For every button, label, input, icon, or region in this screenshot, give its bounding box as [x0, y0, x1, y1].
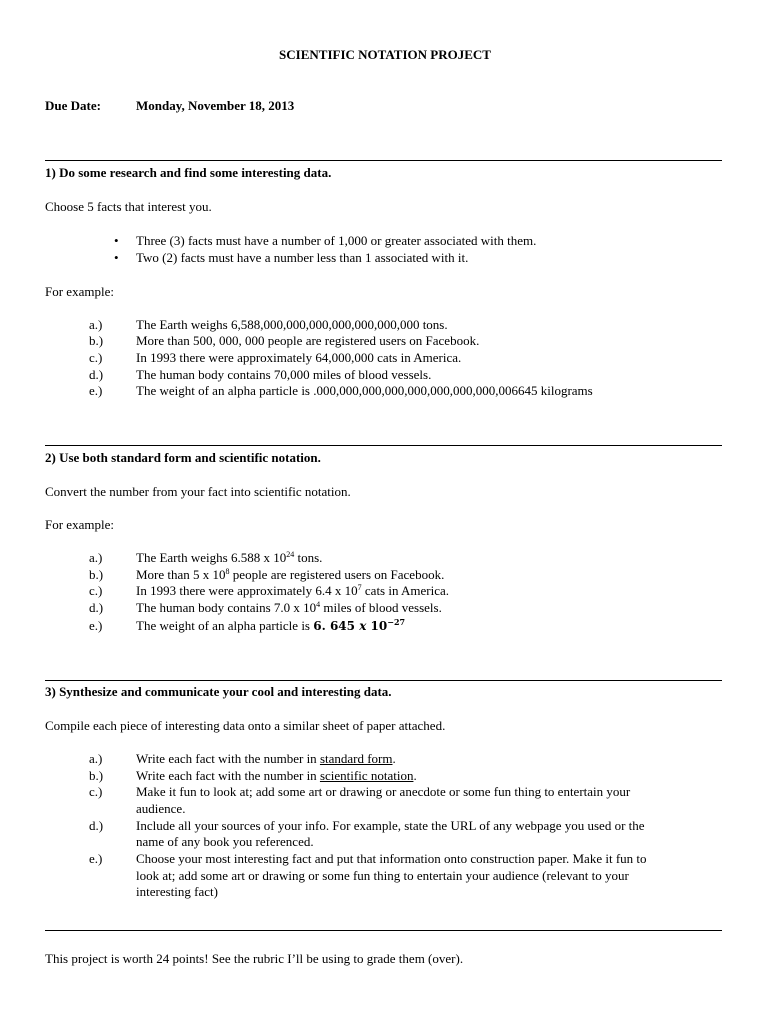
math-mantissa: 6. 645 — [313, 619, 356, 633]
item-text: The weight of an alpha particle is — [136, 618, 314, 633]
section-divider — [45, 680, 722, 681]
list-item — [136, 751, 396, 767]
item-text: In 1993 there were approximately 6.4 x 10 — [136, 583, 358, 598]
bullet-item: Two (2) facts must have a number less than 1 associated with it. — [136, 250, 469, 265]
item-text: . — [392, 751, 396, 766]
section1-intro: Choose 5 facts that interest you. — [45, 199, 212, 214]
list-letter: a.) — [89, 751, 103, 766]
exponent: 4 — [316, 600, 321, 609]
section1-heading: 1) Do some research and find some interesting data. — [45, 165, 332, 180]
list-letter: b.) — [89, 567, 104, 582]
list-letter: e.) — [89, 851, 103, 866]
list-letter: c.) — [89, 350, 103, 365]
section-divider — [45, 160, 722, 161]
list-letter: b.) — [89, 333, 104, 348]
list-item — [136, 550, 322, 566]
list-letter: e.) — [89, 383, 103, 398]
list-item: The Earth weighs 6,588,000,000,000,000,000,000,000 tons. — [136, 317, 448, 332]
list-item: In 1993 there were approximately 64,000,000 cats in America. — [136, 350, 462, 365]
list-letter: c.) — [89, 583, 103, 598]
list-letter: b.) — [89, 768, 104, 783]
exponent: 7 — [357, 583, 362, 592]
list-letter: a.) — [89, 317, 103, 332]
section2-example-label: For example: — [45, 517, 114, 532]
scientific-notation-term: scientific notation — [319, 768, 414, 783]
item-text: The Earth weighs 6.588 x 10 — [136, 550, 287, 565]
section2-heading: 2) Use both standard form and scientific notation. — [45, 450, 321, 465]
list-item — [136, 600, 442, 616]
section2-intro: Convert the number from your fact into scientific notation. — [45, 484, 351, 499]
item-text: Write each fact with the number in — [136, 751, 320, 766]
section1-example-label: For example: — [45, 284, 114, 299]
standard-form-term: standard form — [319, 751, 393, 766]
bullet-item: Three (3) facts must have a number of 1,000 or greater associated with them. — [136, 233, 537, 248]
list-letter: e.) — [89, 618, 103, 633]
due-date-label: Due Date: — [45, 98, 101, 113]
item-text: The human body contains 7.0 x 10 — [136, 600, 317, 615]
item-text: More than 5 x 10 — [136, 567, 226, 582]
list-item: More than 500, 000, 000 people are registered users on Facebook. — [136, 333, 480, 348]
item-text: . — [413, 768, 417, 783]
math-exponent: −27 — [387, 617, 406, 627]
exponent: 8 — [225, 567, 230, 576]
list-item-line: audience. — [136, 801, 186, 816]
list-item-line: Choose your most interesting fact and put that information onto construction paper. Make it fun to — [136, 851, 647, 866]
list-item-line: name of any book you referenced. — [136, 834, 314, 849]
bullet-icon: • — [114, 250, 119, 265]
item-text: cats in America. — [361, 583, 450, 598]
list-letter: c.) — [89, 784, 103, 799]
section3-heading: 3) Synthesize and communicate your cool and interesting data. — [45, 684, 392, 699]
math-base: 10 — [370, 619, 388, 633]
math-times: x — [359, 619, 367, 633]
list-item-line: look at; add some art or drawing or some fun thing to entertain your audience (relevant to your — [136, 868, 629, 883]
page-title: SCIENTIFIC NOTATION PROJECT — [279, 47, 491, 62]
bullet-icon: • — [114, 233, 119, 248]
list-item — [136, 768, 417, 784]
footer-note: This project is worth 24 points! See the rubric I’ll be using to grade them (over). — [45, 951, 464, 966]
item-text: miles of blood vessels. — [320, 600, 442, 615]
section-divider — [45, 930, 722, 931]
list-item-line: Include all your sources of your info. For example, state the URL of any webpage you used or the — [136, 818, 645, 833]
item-text: tons. — [294, 550, 323, 565]
list-letter: d.) — [89, 600, 104, 615]
list-item-line: Make it fun to look at; add some art or drawing or anecdote or some fun thing to entertain your — [136, 784, 631, 799]
list-item — [136, 567, 444, 583]
list-letter: d.) — [89, 367, 104, 382]
section-divider — [45, 445, 722, 446]
math-expression — [313, 619, 405, 633]
list-item — [136, 583, 449, 599]
list-item: The human body contains 70,000 miles of blood vessels. — [136, 367, 432, 382]
list-item: The weight of an alpha particle is .000,000,000,000,000,000,000,000,006645 kilograms — [136, 383, 593, 398]
due-date-value: Monday, November 18, 2013 — [136, 98, 295, 113]
list-letter: d.) — [89, 818, 104, 833]
item-text: people are registered users on Facebook. — [229, 567, 445, 582]
exponent: 24 — [286, 550, 295, 559]
section3-intro: Compile each piece of interesting data onto a similar sheet of paper attached. — [45, 718, 446, 733]
list-item — [136, 618, 405, 634]
list-item-line: interesting fact) — [136, 884, 218, 899]
list-letter: a.) — [89, 550, 103, 565]
item-text: Write each fact with the number in — [136, 768, 320, 783]
